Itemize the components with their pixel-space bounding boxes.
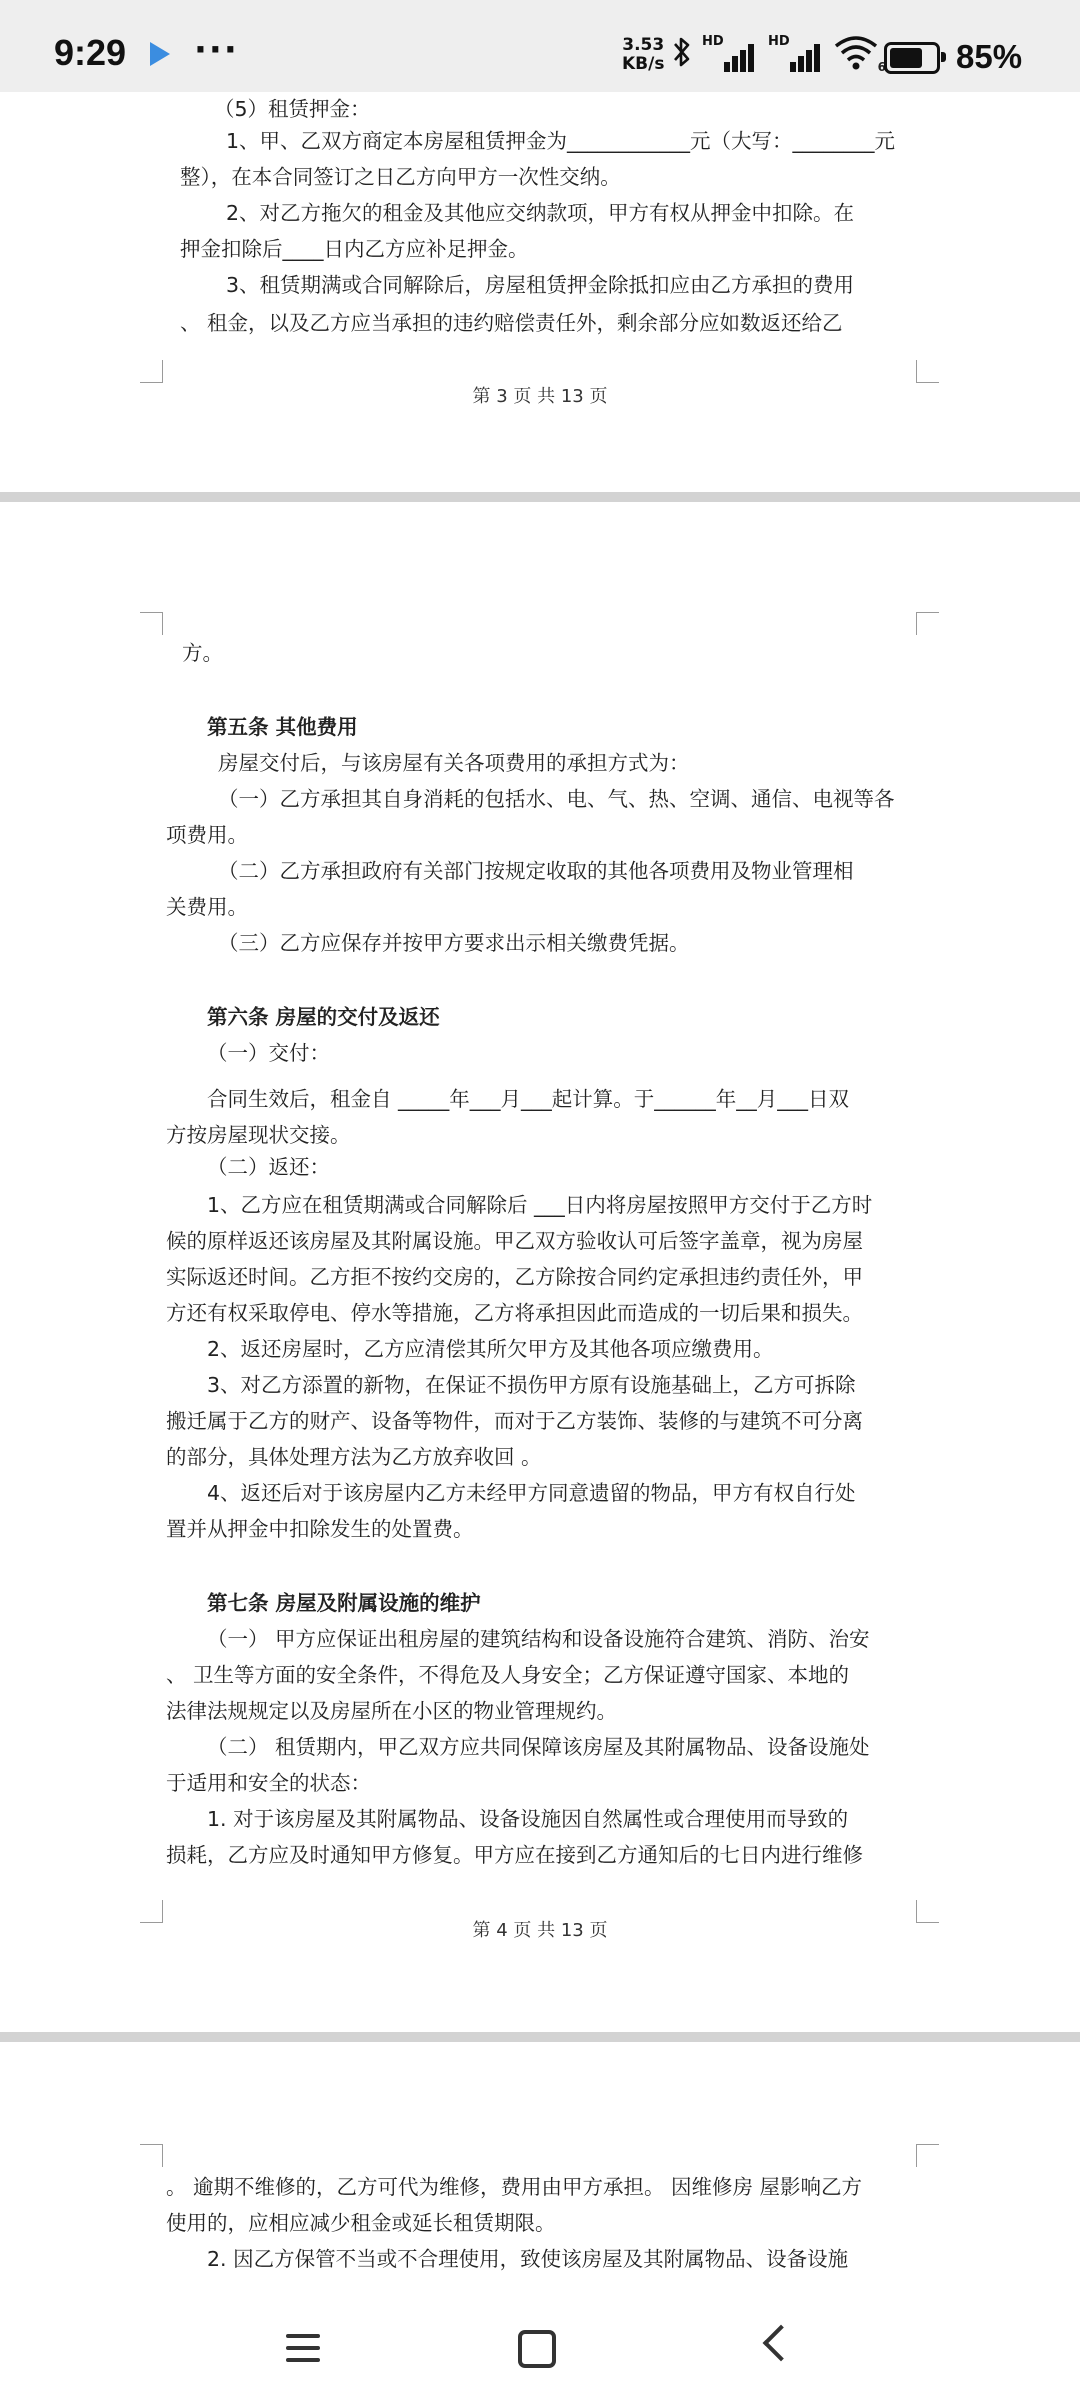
play-store-icon: [150, 42, 170, 66]
doc-line: 损耗，乙方应及时通知甲方修复。甲方应在接到乙方通知后的七日内进行维修: [166, 1843, 863, 1867]
doc-line: 方按房屋现状交接。: [166, 1123, 351, 1147]
hd-label-2: HD: [768, 34, 790, 49]
status-bar: [0, 0, 1080, 92]
doc-line: （一） 甲方应保证出租房屋的建筑结构和设备设施符合建筑、消防、治安: [207, 1627, 870, 1651]
doc-line: 整），在本合同签订之日乙方向甲方一次性交纳。: [180, 165, 621, 189]
signal-icon: [702, 34, 758, 74]
crop-mark: [140, 612, 163, 635]
section-heading: 第七条 房屋及附属设施的维护: [207, 1591, 481, 1615]
doc-line: 法律法规规定以及房屋所在小区的物业管理规约。: [166, 1699, 617, 1723]
doc-line: 搬迁属于乙方的财产、设备等物件，而对于乙方装饰、装修的与建筑不可分离: [166, 1409, 863, 1433]
section-heading: 第六条 房屋的交付及返还: [207, 1005, 440, 1029]
doc-line: 于适用和安全的状态：: [166, 1771, 371, 1795]
network-speed-value: 3.53: [622, 35, 665, 55]
crop-mark: [916, 612, 939, 635]
bluetooth-icon: [672, 35, 692, 74]
page-separator: [0, 2032, 1080, 2042]
doc-line: （三）乙方应保存并按甲方要求出示相关缴费凭据。: [218, 931, 690, 955]
doc-line: 、 租金，以及乙方应当承担的违约赔偿责任外，剩余部分应如数返还给乙: [180, 311, 843, 335]
doc-line: 房屋交付后，与该房屋有关各项费用的承担方式为：: [218, 751, 690, 775]
crop-mark: [140, 2144, 163, 2167]
network-speed: [622, 36, 664, 74]
page-footer: 第 4 页 共 13 页: [472, 1920, 608, 1941]
menu-icon[interactable]: [286, 2332, 320, 2364]
doc-line: 置并从押金中扣除发生的处置费。: [166, 1517, 474, 1541]
doc-line: （二）乙方承担政府有关部门按规定收取的其他各项费用及物业管理相: [218, 859, 854, 883]
status-time: 9:29: [54, 32, 127, 73]
doc-line: 1、甲、乙双方商定本房屋租赁押金为____________元（大写：________元: [226, 129, 896, 153]
doc-line: 。 逾期不维修的，乙方可代为维修，费用由甲方承担。 因维修房 屋影响乙方: [166, 2175, 863, 2199]
doc-line: 合同生效后，租金自 _____年___月___起计算。于______年__月___日双: [207, 1087, 850, 1111]
doc-line: 关费用。: [166, 895, 248, 919]
doc-line: 2、返还房屋时，乙方应清偿其所欠甲方及其他各项应缴费用。: [207, 1337, 774, 1361]
signal-icon-2: [768, 34, 824, 74]
hd-label: HD: [702, 34, 724, 49]
navigation-bar: [0, 2296, 1080, 2400]
page-separator: [0, 492, 1080, 502]
doc-line: 1、乙方应在租赁期满或合同解除后 ___日内将房屋按照甲方交付于乙方时: [207, 1193, 873, 1217]
doc-line: 3、对乙方添置的新物，在保证不损伤甲方原有设施基础上，乙方可拆除: [207, 1373, 856, 1397]
back-icon[interactable]: [763, 2325, 800, 2362]
doc-line: 方。: [182, 641, 223, 665]
more-dots-icon: ···: [194, 30, 239, 70]
section-heading: 第五条 其他费用: [207, 715, 358, 739]
doc-line: 2、对乙方拖欠的租金及其他应交纳款项，甲方有权从押金中扣除。在: [226, 201, 855, 225]
doc-line: （一）交付：: [207, 1041, 330, 1065]
document-page-3: [0, 92, 1080, 492]
doc-line: 、 卫生等方面的安全条件，不得危及人身安全；乙方保证遵守国家、本地的: [166, 1663, 850, 1687]
doc-line: 使用的，应相应减少租金或延长租赁期限。: [166, 2211, 556, 2235]
doc-line: 押金扣除后____日内乙方应补足押金。: [180, 237, 529, 261]
doc-line: （二）返还：: [207, 1155, 330, 1179]
doc-line: 实际返还时间。乙方拒不按约交房的，乙方除按合同约定承担违约责任外，甲: [166, 1265, 863, 1289]
doc-line: （一）乙方承担其自身消耗的包括水、电、气、热、空调、通信、电视等各: [218, 787, 895, 811]
doc-line: 1. 对于该房屋及其附属物品、设备设施因自然属性或合理使用而导致的: [207, 1807, 849, 1831]
page-footer: 第 3 页 共 13 页: [472, 386, 608, 407]
crop-mark: [916, 2144, 939, 2167]
wifi-6-label: 6: [877, 60, 886, 74]
doc-line: 候的原样返还该房屋及其附属设施。甲乙双方验收认可后签字盖章，视为房屋: [166, 1229, 863, 1253]
doc-line: 的部分，具体处理方法为乙方放弃收回 。: [166, 1445, 542, 1469]
wifi-icon: [834, 34, 886, 74]
doc-line: 2. 因乙方保管不当或不合理使用，致使该房屋及其附属物品、设备设施: [207, 2247, 849, 2271]
crop-mark: [916, 360, 939, 383]
document-page-4: [0, 502, 1080, 2032]
doc-line: 3、租赁期满或合同解除后，房屋租赁押金除抵扣应由乙方承担的费用: [226, 273, 855, 297]
battery-icon: [884, 42, 940, 74]
home-icon[interactable]: [518, 2330, 556, 2368]
doc-line: （二） 租赁期内，甲乙双方应共同保障该房屋及其附属物品、设备设施处: [207, 1735, 870, 1759]
doc-line: 项费用。: [166, 823, 248, 847]
crop-mark: [140, 360, 163, 383]
status-icons: [672, 34, 886, 74]
doc-line: 方还有权采取停电、停水等措施，乙方将承担因此而造成的一切后果和损失。: [166, 1301, 863, 1325]
battery-percent: 85%: [956, 38, 1023, 75]
network-speed-unit: KB/s: [622, 54, 665, 74]
document-page-5: [0, 2042, 1080, 2296]
doc-line: （5）租赁押金：: [214, 97, 371, 121]
doc-line: 4、返还后对于该房屋内乙方未经甲方同意遗留的物品，甲方有权自行处: [207, 1481, 856, 1505]
